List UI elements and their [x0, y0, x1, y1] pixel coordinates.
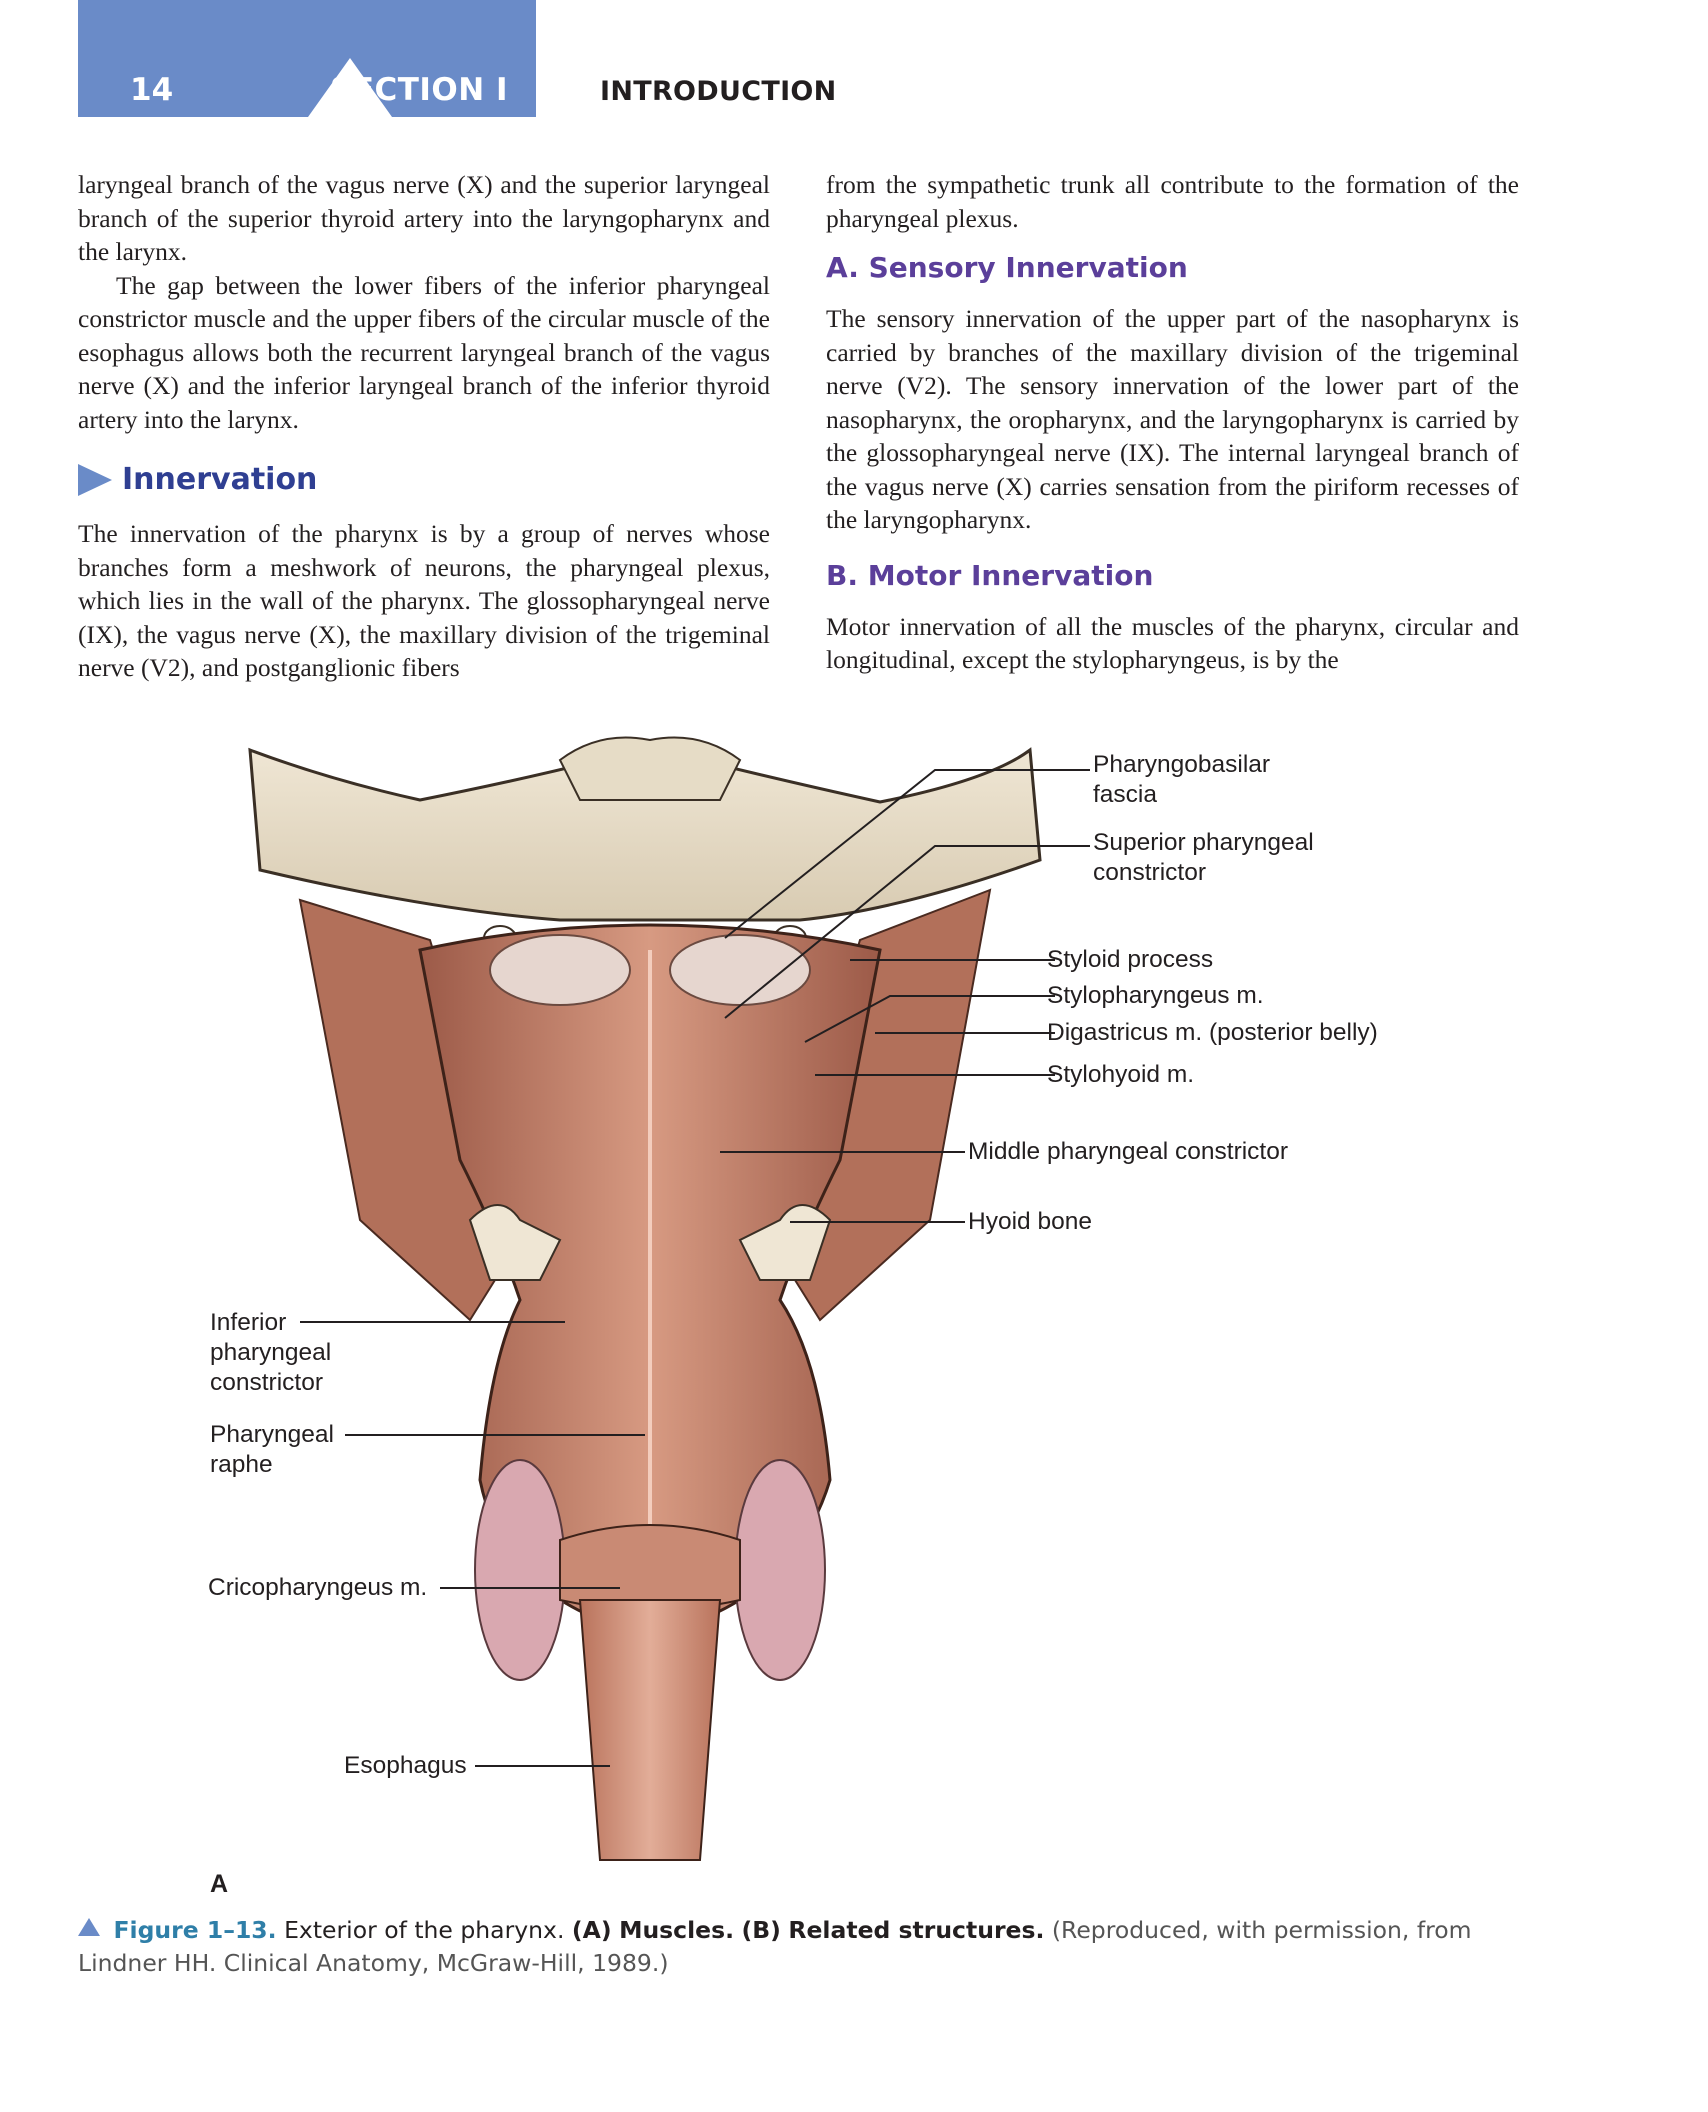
- paragraph: Motor innervation of all the muscles of the pharynx, circular and longitudinal, except the stylopharyngeus, is by the: [826, 611, 1519, 674]
- thyroid-left-lobe: [475, 1460, 565, 1680]
- label-styloid-process: Styloid process: [1047, 946, 1214, 973]
- caption-credit: (Reproduced, with permission, from Lindner HH. Clinical Anatomy, McGraw-Hill, 1989.): [78, 1916, 1472, 1977]
- paragraph: The sensory innervation of the upper part of the nasopharynx is carried by branches of the maxillary division of the trigeminal nerve (V2). The sensory innervation of the lower part of the nasopharynx, the oropharynx, and the laryngopharynx is carried by the glossopharyngeal nerve (IX). The internal laryngeal branch of the vagus nerve (X) carries sensation from the piriform recesses of the laryngopharynx.: [826, 304, 1519, 534]
- paragraph: laryngeal branch of the vagus nerve (X) and the superior laryngeal branch of the superior thyroid artery into the laryngopharynx and the larynx.: [78, 170, 770, 266]
- label-hyoid-bone: Hyoid bone: [968, 1208, 1092, 1235]
- label-pharyngobasilar-fascia: Pharyngobasilar fascia: [1093, 751, 1271, 808]
- pharynx-exterior-illustration: [0, 720, 1708, 1880]
- paragraph: The gap between the lower fibers of the inferior pharyngeal constrictor muscle and the upper fibers of the circular muscle of the esophagus allows both the recurrent laryngeal branch of the vagus nerve (X) and the inferior laryngeal branch of the inferior thyroid artery into the larynx.: [78, 270, 770, 434]
- motor-innervation-heading: B. Motor Innervation: [826, 558, 1154, 592]
- caption-figure-number: Figure 1–13.: [113, 1916, 277, 1944]
- right-text-column: [826, 168, 1519, 677]
- page-number: 14: [130, 72, 174, 108]
- label-stylopharyngeus: Stylopharyngeus m.: [1047, 982, 1264, 1009]
- caption-a-tag: (A): [571, 1916, 612, 1944]
- thyroid-right-lobe: [735, 1460, 825, 1680]
- label-inferior-pharyngeal-constrictor: Inferior pharyngeal constrictor: [210, 1309, 332, 1396]
- chapter-title: INTRODUCTION: [600, 76, 837, 107]
- innervation-heading: [78, 463, 770, 497]
- cricopharyngeus-band: [560, 1525, 740, 1610]
- figure-caption: [78, 1914, 1538, 1980]
- section-label: SECTION I: [330, 72, 509, 108]
- panel-letter: A: [210, 1870, 229, 1898]
- label-superior-pharyngeal-constrictor: Superior pharyngeal constrictor: [1093, 829, 1314, 886]
- label-stylohyoid: Stylohyoid m.: [1047, 1061, 1195, 1088]
- caption-b-text: Related structures.: [788, 1916, 1045, 1944]
- sensory-innervation-heading: A. Sensory Innervation: [826, 251, 1188, 284]
- paragraph: The innervation of the pharynx is by a group of nerves whose branches form a meshwork of neurons, the pharyngeal plexus, which lies in the wall of the pharynx. The glossopharyngeal nerve (IX), the vagus nerve (X), the maxillary division of the trigeminal nerve (V2), and postganglionic fibers: [78, 519, 770, 682]
- label-cricopharyngeus: Cricopharyngeus m.: [208, 1574, 428, 1601]
- label-digastricus: Digastricus m. (posterior belly): [1047, 1019, 1378, 1046]
- caption-b-tag: (B): [741, 1916, 781, 1944]
- label-esophagus: Esophagus: [344, 1752, 467, 1779]
- play-triangle-icon: [78, 464, 112, 496]
- label-middle-pharyngeal-constrictor: Middle pharyngeal constrictor: [968, 1138, 1289, 1165]
- left-text-column: [78, 168, 770, 685]
- esophagus-tube: [580, 1600, 720, 1860]
- innervation-heading-text: Innervation: [122, 462, 318, 497]
- caption-text: Exterior of the pharynx.: [284, 1916, 565, 1944]
- paragraph: from the sympathetic trunk all contribute to the formation of the pharyngeal plexus.: [826, 170, 1519, 233]
- label-pharyngeal-raphe: Pharyngeal raphe: [210, 1421, 334, 1478]
- caption-triangle-icon: [78, 1918, 100, 1936]
- caption-a-text: Muscles.: [619, 1916, 735, 1944]
